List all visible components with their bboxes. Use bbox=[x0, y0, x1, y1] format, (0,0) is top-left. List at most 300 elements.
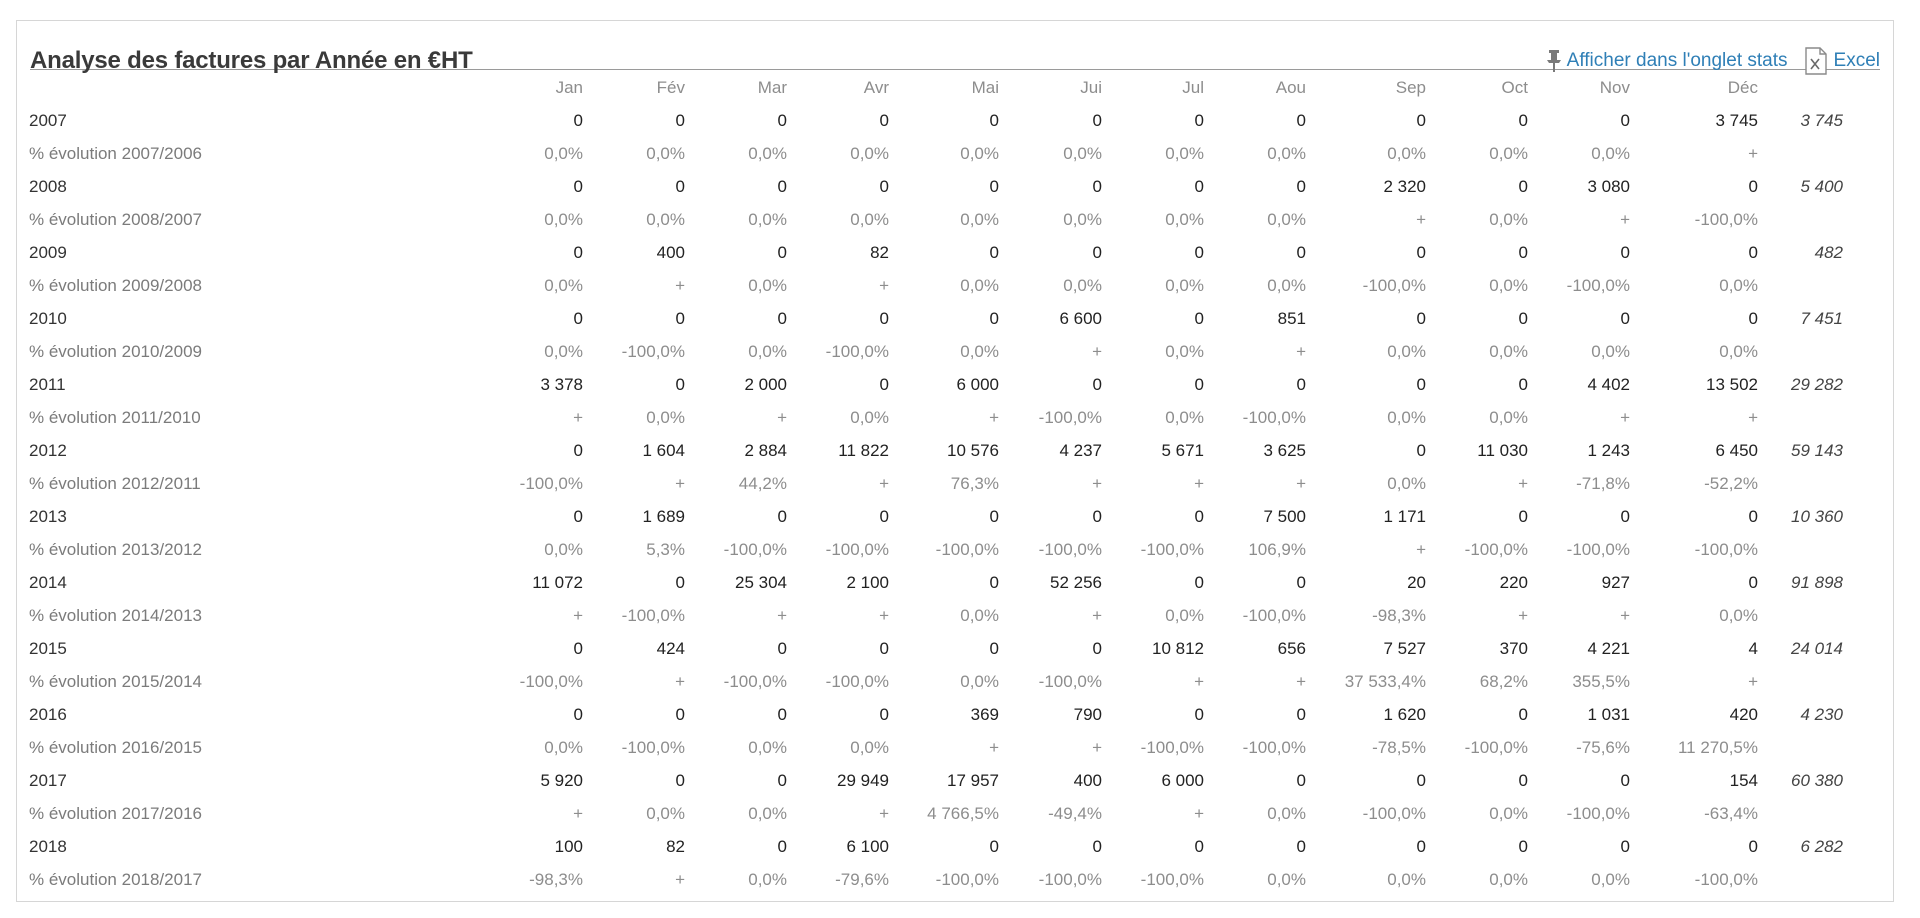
year-label: 2009 bbox=[29, 242, 67, 262]
evolution-cell: -100,0% bbox=[519, 473, 583, 493]
year-row bbox=[29, 302, 1843, 335]
amount-cell: 0 bbox=[989, 110, 999, 130]
amount-cell: 0 bbox=[1296, 176, 1306, 196]
evolution-cell: -100,0% bbox=[935, 539, 999, 559]
amount-cell: 0 bbox=[879, 638, 889, 658]
evolution-cell: 0,0% bbox=[1165, 341, 1204, 361]
amount-cell: 0 bbox=[989, 836, 999, 856]
amount-cell: 4 237 bbox=[1059, 440, 1102, 460]
evolution-cell: 44,2% bbox=[738, 473, 787, 493]
evolution-cell: 0,0% bbox=[960, 605, 999, 625]
amount-cell: 420 bbox=[1729, 704, 1758, 724]
amount-cell: 0 bbox=[879, 704, 889, 724]
evolution-row bbox=[29, 797, 1843, 830]
invoice-analysis-panel bbox=[16, 20, 1894, 902]
amount-cell: 369 bbox=[970, 704, 999, 724]
amount-cell: 6 000 bbox=[1161, 770, 1204, 790]
year-row bbox=[29, 368, 1843, 401]
amount-cell: 0 bbox=[777, 242, 787, 262]
evolution-cell: 0,0% bbox=[1489, 275, 1528, 295]
evolution-cell: -100,0% bbox=[1140, 737, 1204, 757]
amount-cell: 0 bbox=[1620, 242, 1630, 262]
month-header: Jul bbox=[1182, 77, 1204, 97]
year-row bbox=[29, 500, 1843, 533]
year-total-cell: 4 230 bbox=[1800, 704, 1843, 724]
amount-cell: 0 bbox=[1194, 176, 1204, 196]
year-label: 2007 bbox=[29, 110, 67, 130]
month-header: Nov bbox=[1599, 77, 1630, 97]
amount-cell: 0 bbox=[675, 308, 685, 328]
amount-cell: 0 bbox=[1748, 176, 1758, 196]
evolution-cell: + bbox=[879, 275, 889, 295]
evolution-cell: + bbox=[573, 803, 583, 823]
evolution-cell: -100,0% bbox=[1242, 605, 1306, 625]
evolution-cell: + bbox=[573, 605, 583, 625]
evolution-cell: 0,0% bbox=[1387, 473, 1426, 493]
evolution-cell: -100,0% bbox=[723, 671, 787, 691]
amount-cell: 1 031 bbox=[1587, 704, 1630, 724]
amount-cell: 3 625 bbox=[1263, 440, 1306, 460]
evolution-cell: + bbox=[777, 605, 787, 625]
year-total-cell: 10 360 bbox=[1791, 506, 1843, 526]
evolution-cell: 0,0% bbox=[960, 275, 999, 295]
evolution-cell: 0,0% bbox=[1165, 143, 1204, 163]
year-total-cell bbox=[1758, 797, 1843, 830]
year-row bbox=[29, 632, 1843, 665]
evolution-cell: + bbox=[1416, 209, 1426, 229]
amount-cell: 0 bbox=[1296, 704, 1306, 724]
amount-cell: 2 884 bbox=[744, 440, 787, 460]
evolution-cell: 0,0% bbox=[1591, 341, 1630, 361]
year-label: 2016 bbox=[29, 704, 67, 724]
evolution-cell: -98,3% bbox=[1372, 605, 1426, 625]
amount-cell: 927 bbox=[1601, 572, 1630, 592]
year-total-cell: 3 745 bbox=[1800, 110, 1843, 130]
evolution-cell: 4 766,5% bbox=[927, 803, 999, 823]
evolution-cell: + bbox=[1620, 605, 1630, 625]
evolution-cell: -100,0% bbox=[1694, 209, 1758, 229]
evolution-label: % évolution 2013/2012 bbox=[29, 539, 202, 559]
amount-cell: 0 bbox=[1416, 308, 1426, 328]
year-total-cell bbox=[1758, 731, 1843, 764]
evolution-cell: + bbox=[879, 473, 889, 493]
evolution-label: % évolution 2015/2014 bbox=[29, 671, 202, 691]
evolution-cell: -100,0% bbox=[1362, 275, 1426, 295]
amount-cell: 0 bbox=[1518, 308, 1528, 328]
evolution-cell: 0,0% bbox=[646, 407, 685, 427]
amount-cell: 0 bbox=[1416, 374, 1426, 394]
evolution-cell: + bbox=[1296, 341, 1306, 361]
evolution-cell: 0,0% bbox=[748, 209, 787, 229]
year-total-cell bbox=[1758, 401, 1843, 434]
pin-icon bbox=[1545, 49, 1563, 73]
amount-cell: 0 bbox=[1092, 110, 1102, 130]
amount-cell: 0 bbox=[1092, 242, 1102, 262]
evolution-row bbox=[29, 665, 1843, 698]
amount-cell: 0 bbox=[777, 506, 787, 526]
evolution-cell: 0,0% bbox=[1063, 209, 1102, 229]
evolution-cell: -100,0% bbox=[1464, 539, 1528, 559]
amount-cell: 0 bbox=[573, 704, 583, 724]
amount-cell: 0 bbox=[1194, 110, 1204, 130]
evolution-cell: 37 533,4% bbox=[1344, 671, 1426, 691]
evolution-cell: + bbox=[1194, 473, 1204, 493]
evolution-cell: 0,0% bbox=[1387, 407, 1426, 427]
amount-cell: 0 bbox=[989, 308, 999, 328]
evolution-row bbox=[29, 269, 1843, 302]
amount-cell: 0 bbox=[1518, 836, 1528, 856]
amount-cell: 0 bbox=[1748, 506, 1758, 526]
amount-cell: 82 bbox=[666, 836, 685, 856]
evolution-cell: -100,0% bbox=[1566, 539, 1630, 559]
evolution-cell: 0,0% bbox=[960, 671, 999, 691]
amount-cell: 0 bbox=[777, 176, 787, 196]
amount-cell: 3 378 bbox=[540, 374, 583, 394]
evolution-cell: 0,0% bbox=[1489, 143, 1528, 163]
evolution-cell: 0,0% bbox=[1489, 803, 1528, 823]
evolution-cell: -100,0% bbox=[1464, 737, 1528, 757]
year-total-cell bbox=[1758, 467, 1843, 500]
year-row bbox=[29, 566, 1843, 599]
amount-cell: 0 bbox=[1518, 704, 1528, 724]
month-header: Avr bbox=[863, 77, 889, 97]
year-row bbox=[29, 170, 1843, 203]
year-total-cell: 24 014 bbox=[1791, 638, 1843, 658]
month-header: Fév bbox=[656, 77, 685, 97]
amount-cell: 0 bbox=[573, 440, 583, 460]
amount-cell: 0 bbox=[989, 242, 999, 262]
evolution-cell: 0,0% bbox=[1063, 143, 1102, 163]
total-header bbox=[1758, 71, 1843, 104]
evolution-cell: 0,0% bbox=[1267, 143, 1306, 163]
evolution-row bbox=[29, 599, 1843, 632]
amount-cell: 0 bbox=[1296, 110, 1306, 130]
amount-cell: 0 bbox=[573, 242, 583, 262]
amount-cell: 0 bbox=[777, 308, 787, 328]
amount-cell: 400 bbox=[656, 242, 685, 262]
evolution-cell: 76,3% bbox=[950, 473, 999, 493]
amount-cell: 0 bbox=[989, 638, 999, 658]
amount-cell: 0 bbox=[1416, 770, 1426, 790]
amount-cell: 1 243 bbox=[1587, 440, 1630, 460]
amount-cell: 0 bbox=[573, 176, 583, 196]
evolution-cell: 0,0% bbox=[544, 539, 583, 559]
amount-cell: 656 bbox=[1277, 638, 1306, 658]
year-total-cell: 482 bbox=[1814, 242, 1843, 262]
evolution-label: % évolution 2009/2008 bbox=[29, 275, 202, 295]
year-total-cell: 91 898 bbox=[1791, 572, 1843, 592]
amount-cell: 0 bbox=[1518, 242, 1528, 262]
amount-cell: 0 bbox=[1194, 374, 1204, 394]
evolution-cell: + bbox=[1194, 671, 1204, 691]
evolution-cell: 0,0% bbox=[1267, 275, 1306, 295]
evolution-cell: 0,0% bbox=[646, 143, 685, 163]
evolution-cell: -100,0% bbox=[1038, 869, 1102, 889]
year-label: 2013 bbox=[29, 506, 67, 526]
evolution-cell: -75,6% bbox=[1576, 737, 1630, 757]
evolution-label: % évolution 2014/2013 bbox=[29, 605, 202, 625]
amount-cell: 100 bbox=[554, 836, 583, 856]
month-header: Mar bbox=[757, 77, 787, 97]
invoice-table bbox=[29, 71, 1843, 896]
evolution-cell: 0,0% bbox=[646, 209, 685, 229]
evolution-cell: 0,0% bbox=[1267, 803, 1306, 823]
evolution-cell: + bbox=[777, 407, 787, 427]
amount-cell: 0 bbox=[675, 704, 685, 724]
evolution-cell: 0,0% bbox=[1387, 341, 1426, 361]
year-row bbox=[29, 830, 1843, 863]
amount-cell: 0 bbox=[989, 176, 999, 196]
evolution-cell: + bbox=[1748, 143, 1758, 163]
amount-cell: 2 000 bbox=[744, 374, 787, 394]
month-header-row bbox=[29, 71, 1843, 104]
amount-cell: 0 bbox=[675, 770, 685, 790]
year-row bbox=[29, 104, 1843, 137]
evolution-cell: -100,0% bbox=[1362, 803, 1426, 823]
evolution-cell: -78,5% bbox=[1372, 737, 1426, 757]
evolution-cell: -100,0% bbox=[1140, 539, 1204, 559]
amount-cell: 0 bbox=[1416, 110, 1426, 130]
amount-cell: 11 030 bbox=[1477, 440, 1528, 460]
amount-cell: 220 bbox=[1499, 572, 1528, 592]
amount-cell: 0 bbox=[777, 638, 787, 658]
evolution-cell: -100,0% bbox=[1242, 737, 1306, 757]
evolution-cell: 0,0% bbox=[748, 341, 787, 361]
amount-cell: 4 bbox=[1748, 638, 1758, 658]
amount-cell: 0 bbox=[1194, 506, 1204, 526]
amount-cell: 0 bbox=[1518, 176, 1528, 196]
amount-cell: 7 500 bbox=[1263, 506, 1306, 526]
evolution-cell: + bbox=[989, 737, 999, 757]
amount-cell: 0 bbox=[675, 374, 685, 394]
evolution-cell: 0,0% bbox=[748, 803, 787, 823]
evolution-cell: 0,0% bbox=[748, 275, 787, 295]
evolution-cell: -71,8% bbox=[1576, 473, 1630, 493]
year-row bbox=[29, 434, 1843, 467]
amount-cell: 0 bbox=[1194, 242, 1204, 262]
amount-cell: 0 bbox=[675, 572, 685, 592]
amount-cell: 10 812 bbox=[1152, 638, 1204, 658]
evolution-cell: -100,0% bbox=[1694, 539, 1758, 559]
month-header: Sep bbox=[1395, 77, 1426, 97]
evolution-cell: 0,0% bbox=[1165, 209, 1204, 229]
amount-cell: 0 bbox=[1748, 308, 1758, 328]
year-total-cell bbox=[1758, 335, 1843, 368]
year-total-cell: 5 400 bbox=[1800, 176, 1843, 196]
year-row bbox=[29, 236, 1843, 269]
show-in-stats-link[interactable] bbox=[1545, 49, 1788, 73]
year-label: 2014 bbox=[29, 572, 67, 592]
month-header: Aou bbox=[1275, 77, 1306, 97]
evolution-cell: 0,0% bbox=[960, 341, 999, 361]
evolution-cell: -100,0% bbox=[1566, 803, 1630, 823]
amount-cell: 154 bbox=[1729, 770, 1758, 790]
amount-cell: 790 bbox=[1073, 704, 1102, 724]
amount-cell: 0 bbox=[1092, 506, 1102, 526]
evolution-cell: + bbox=[1092, 605, 1102, 625]
evolution-cell: 0,0% bbox=[748, 737, 787, 757]
evolution-cell: + bbox=[1194, 803, 1204, 823]
evolution-cell: -100,0% bbox=[825, 671, 889, 691]
year-total-cell: 7 451 bbox=[1800, 308, 1843, 328]
year-label: 2010 bbox=[29, 308, 67, 328]
evolution-cell: 0,0% bbox=[544, 275, 583, 295]
evolution-cell: -52,2% bbox=[1704, 473, 1758, 493]
evolution-cell: -100,0% bbox=[519, 671, 583, 691]
year-label: 2015 bbox=[29, 638, 67, 658]
evolution-row bbox=[29, 533, 1843, 566]
evolution-cell: -100,0% bbox=[1140, 869, 1204, 889]
amount-cell: 0 bbox=[1296, 374, 1306, 394]
evolution-cell: + bbox=[879, 605, 889, 625]
amount-cell: 0 bbox=[879, 308, 889, 328]
amount-cell: 6 450 bbox=[1715, 440, 1758, 460]
evolution-label: % évolution 2007/2006 bbox=[29, 143, 202, 163]
evolution-label: % évolution 2012/2011 bbox=[29, 473, 201, 493]
amount-cell: 0 bbox=[1194, 572, 1204, 592]
evolution-row bbox=[29, 203, 1843, 236]
evolution-cell: + bbox=[573, 407, 583, 427]
evolution-cell: 0,0% bbox=[960, 143, 999, 163]
evolution-label: % évolution 2010/2009 bbox=[29, 341, 202, 361]
year-total-cell bbox=[1758, 665, 1843, 698]
evolution-cell: 0,0% bbox=[544, 341, 583, 361]
amount-cell: 0 bbox=[1748, 836, 1758, 856]
amount-cell: 0 bbox=[1416, 836, 1426, 856]
amount-cell: 0 bbox=[1620, 506, 1630, 526]
evolution-cell: -79,6% bbox=[835, 869, 889, 889]
amount-cell: 3 080 bbox=[1587, 176, 1630, 196]
amount-cell: 0 bbox=[879, 110, 889, 130]
excel-export-link[interactable]: Excel bbox=[1833, 50, 1880, 71]
amount-cell: 0 bbox=[675, 176, 685, 196]
evolution-cell: -100,0% bbox=[1038, 539, 1102, 559]
month-header: Jui bbox=[1080, 77, 1102, 97]
evolution-cell: -63,4% bbox=[1704, 803, 1758, 823]
evolution-cell: 0,0% bbox=[960, 209, 999, 229]
amount-cell: 0 bbox=[1518, 506, 1528, 526]
amount-cell: 0 bbox=[1092, 374, 1102, 394]
month-header: Jan bbox=[555, 77, 583, 97]
evolution-cell: + bbox=[675, 473, 685, 493]
evolution-cell: + bbox=[1092, 341, 1102, 361]
evolution-cell: 0,0% bbox=[1267, 869, 1306, 889]
evolution-cell: 0,0% bbox=[1165, 605, 1204, 625]
evolution-cell: + bbox=[1296, 473, 1306, 493]
amount-cell: 0 bbox=[1620, 770, 1630, 790]
amount-cell: 0 bbox=[1416, 440, 1426, 460]
evolution-cell: + bbox=[675, 275, 685, 295]
amount-cell: 424 bbox=[656, 638, 685, 658]
evolution-cell: 0,0% bbox=[1719, 341, 1758, 361]
amount-cell: 0 bbox=[1748, 572, 1758, 592]
amount-cell: 6 000 bbox=[956, 374, 999, 394]
year-total-cell bbox=[1758, 269, 1843, 302]
evolution-cell: -100,0% bbox=[1038, 671, 1102, 691]
panel-header bbox=[30, 33, 1880, 74]
evolution-cell: 0,0% bbox=[1489, 407, 1528, 427]
evolution-cell: 0,0% bbox=[1387, 869, 1426, 889]
amount-cell: 0 bbox=[573, 308, 583, 328]
amount-cell: 0 bbox=[1518, 374, 1528, 394]
amount-cell: 5 920 bbox=[540, 770, 583, 790]
evolution-cell: 0,0% bbox=[544, 143, 583, 163]
evolution-row bbox=[29, 401, 1843, 434]
evolution-cell: -100,0% bbox=[621, 737, 685, 757]
evolution-cell: + bbox=[675, 869, 685, 889]
row-label-header bbox=[29, 71, 481, 104]
amount-cell: 0 bbox=[1296, 242, 1306, 262]
year-total-cell bbox=[1758, 863, 1843, 896]
evolution-cell: 0,0% bbox=[1165, 275, 1204, 295]
month-header: Mai bbox=[971, 77, 999, 97]
evolution-cell: 0,0% bbox=[1719, 275, 1758, 295]
evolution-cell: 0,0% bbox=[748, 869, 787, 889]
amount-cell: 4 221 bbox=[1587, 638, 1630, 658]
evolution-cell: 0,0% bbox=[1489, 869, 1528, 889]
month-header: Déc bbox=[1727, 77, 1758, 97]
evolution-cell: 0,0% bbox=[1719, 605, 1758, 625]
evolution-label: % évolution 2008/2007 bbox=[29, 209, 202, 229]
amount-cell: 400 bbox=[1073, 770, 1102, 790]
year-label: 2008 bbox=[29, 176, 67, 196]
evolution-row bbox=[29, 467, 1843, 500]
amount-cell: 0 bbox=[573, 638, 583, 658]
amount-cell: 0 bbox=[1748, 242, 1758, 262]
evolution-cell: + bbox=[989, 407, 999, 427]
panel-title: Analyse des factures par Année en €HT bbox=[30, 47, 473, 74]
amount-cell: 0 bbox=[1194, 308, 1204, 328]
evolution-cell: 0,0% bbox=[1387, 143, 1426, 163]
evolution-cell: 0,0% bbox=[1591, 143, 1630, 163]
evolution-cell: -100,0% bbox=[825, 341, 889, 361]
amount-cell: 0 bbox=[1296, 770, 1306, 790]
evolution-cell: 355,5% bbox=[1572, 671, 1630, 691]
evolution-label: % évolution 2017/2016 bbox=[29, 803, 202, 823]
amount-cell: 0 bbox=[777, 110, 787, 130]
amount-cell: 10 576 bbox=[947, 440, 999, 460]
amount-cell: 0 bbox=[1620, 308, 1630, 328]
evolution-label: % évolution 2011/2010 bbox=[29, 407, 201, 427]
amount-cell: 0 bbox=[1092, 638, 1102, 658]
amount-cell: 0 bbox=[573, 506, 583, 526]
year-total-cell: 59 143 bbox=[1791, 440, 1843, 460]
amount-cell: 1 171 bbox=[1383, 506, 1426, 526]
amount-cell: 2 100 bbox=[846, 572, 889, 592]
year-total-cell: 29 282 bbox=[1791, 374, 1843, 394]
amount-cell: 0 bbox=[777, 704, 787, 724]
evolution-cell: 0,0% bbox=[544, 737, 583, 757]
evolution-label: % évolution 2016/2015 bbox=[29, 737, 202, 757]
amount-cell: 6 100 bbox=[846, 836, 889, 856]
year-total-cell bbox=[1758, 599, 1843, 632]
amount-cell: 0 bbox=[1518, 110, 1528, 130]
evolution-cell: -100,0% bbox=[723, 539, 787, 559]
evolution-row bbox=[29, 137, 1843, 170]
amount-cell: 0 bbox=[1296, 572, 1306, 592]
evolution-cell: + bbox=[1748, 671, 1758, 691]
evolution-cell: 0,0% bbox=[850, 407, 889, 427]
evolution-cell: + bbox=[1092, 473, 1102, 493]
month-header: Oct bbox=[1501, 77, 1528, 97]
amount-cell: 0 bbox=[1518, 770, 1528, 790]
evolution-cell: + bbox=[1518, 605, 1528, 625]
amount-cell: 11 822 bbox=[838, 440, 889, 460]
year-label: 2011 bbox=[29, 374, 66, 394]
evolution-cell: 106,9% bbox=[1248, 539, 1306, 559]
evolution-row bbox=[29, 335, 1843, 368]
evolution-cell: -49,4% bbox=[1048, 803, 1102, 823]
